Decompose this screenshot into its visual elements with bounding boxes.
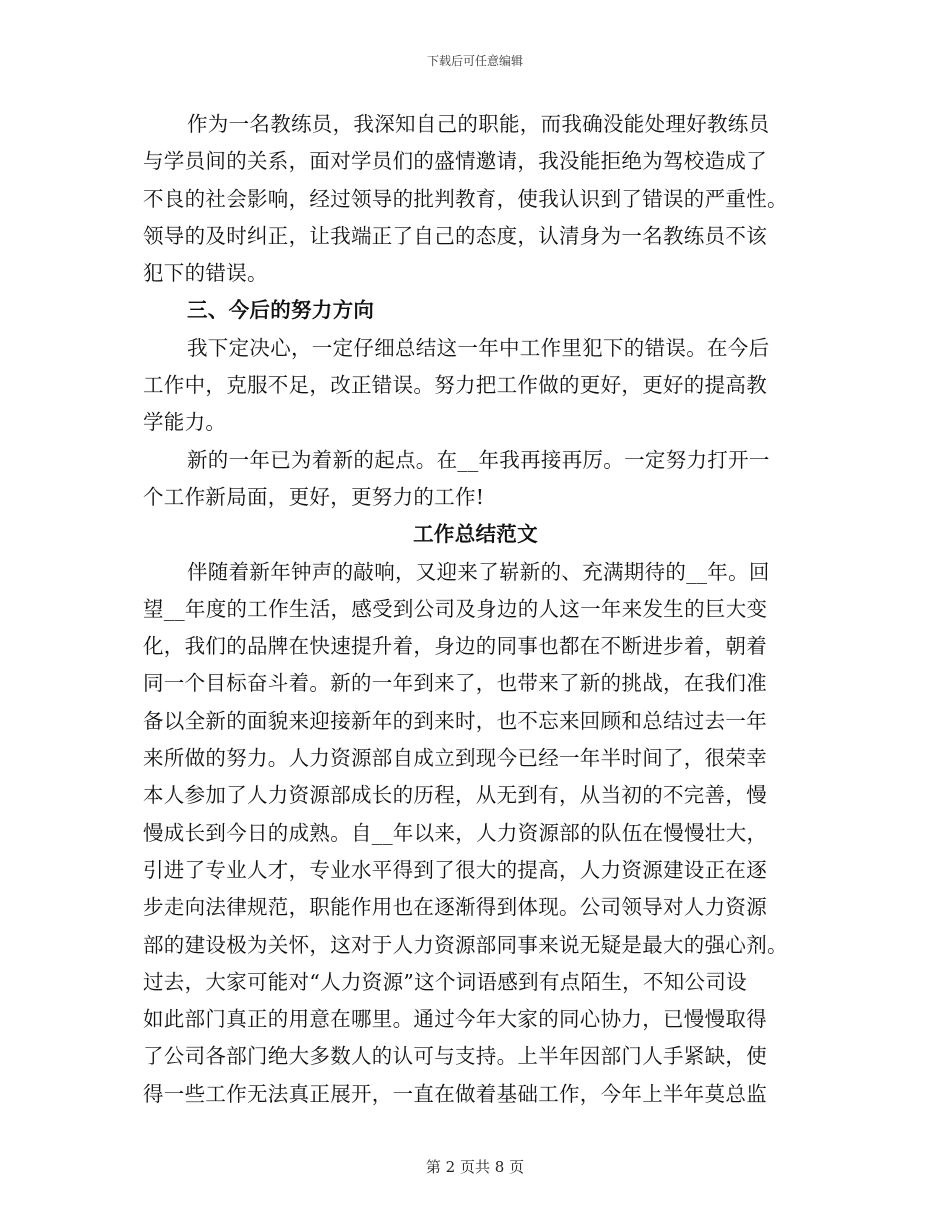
text-line: 我下定决心，一定仔细总结这一年中工作里犯下的错误。在今后 <box>187 335 770 360</box>
text-line: 犯下的错误。 <box>143 261 268 286</box>
text-line: 引进了专业人才，专业水平得到了很大的提高，人力资源建设正在逐 <box>143 857 767 882</box>
text-line: 部的建设极为关怀，这对于人力资源部同事来说无疑是最大的强心剂。 <box>143 932 788 957</box>
text-line: 领导的及时纠正，让我端正了自己的态度，认清身为一名教练员不该 <box>143 223 767 248</box>
text-line: 不良的社会影响，经过领导的批判教育，使我认识到了错误的严重性。 <box>143 186 788 211</box>
text-line: 本人参加了人力资源部成长的历程，从无到有，从当初的不完善，慢 <box>143 783 767 808</box>
text-line: 备以全新的面貌来迎接新年的到来时，也不忘来回顾和总结过去一年 <box>143 708 767 733</box>
document-body <box>143 106 808 1113</box>
text-line: 作为一名教练员，我深知自己的职能，而我确没能处理好教练员 <box>187 112 770 136</box>
section-heading: 三、今后的努力方向 <box>187 298 375 323</box>
text-line: 如此部门真正的用意在哪里。通过今年大家的同心协力，已慢慢取得 <box>143 1007 767 1032</box>
text-line: 步走向法律规范，职能作用也在逐渐得到体现。公司领导对人力资源 <box>143 895 767 920</box>
text-line: 同一个目标奋斗着。新的一年到来了，也带来了新的挑战，在我们准 <box>143 671 767 696</box>
text-line: 望__年度的工作生活，感受到公司及身边的人这一年来发生的巨大变 <box>143 596 768 621</box>
section-title: 工作总结范文 <box>413 522 538 547</box>
text-line: 了公司各部门绝大多数人的认可与支持。上半年因部门人手紧缺，使 <box>143 1044 767 1069</box>
text-line: 伴随着新年钟声的敲响，又迎来了崭新的、充满期待的__年。回 <box>187 559 770 584</box>
text-line: 化，我们的品牌在快速提升着，身边的同事也都在不断进步着，朝着 <box>143 634 767 659</box>
text-line: 学能力。 <box>143 410 227 435</box>
text-line: 慢成长到今日的成熟。自__年以来，人力资源部的队伍在慢慢壮大， <box>143 820 768 845</box>
text-line: 工作中，克服不足，改正错误。努力把工作做的更好，更好的提高教 <box>143 373 767 398</box>
text-line: 过去，大家可能对“人力资源”这个词语感到有点陌生，不知公司设 <box>143 969 747 994</box>
page-number: 第 2 页共 8 页 <box>425 1158 525 1176</box>
page-header: 下载后可任意编辑 <box>426 54 523 68</box>
text-line: 个工作新局面，更好，更努力的工作! <box>143 484 485 509</box>
text-line: 与学员间的关系，面对学员们的盛情邀请，我没能拒绝为驾校造成了 <box>143 149 767 174</box>
text-line: 来所做的努力。人力资源部自成立到现今已经一年半时间了，很荣幸 <box>143 746 767 771</box>
text-line: 新的一年已为着新的起点。在__年我再接再厉。一定努力打开一 <box>187 447 770 472</box>
text-line: 得一些工作无法真正展开，一直在做着基础工作，今年上半年莫总监 <box>143 1081 767 1106</box>
